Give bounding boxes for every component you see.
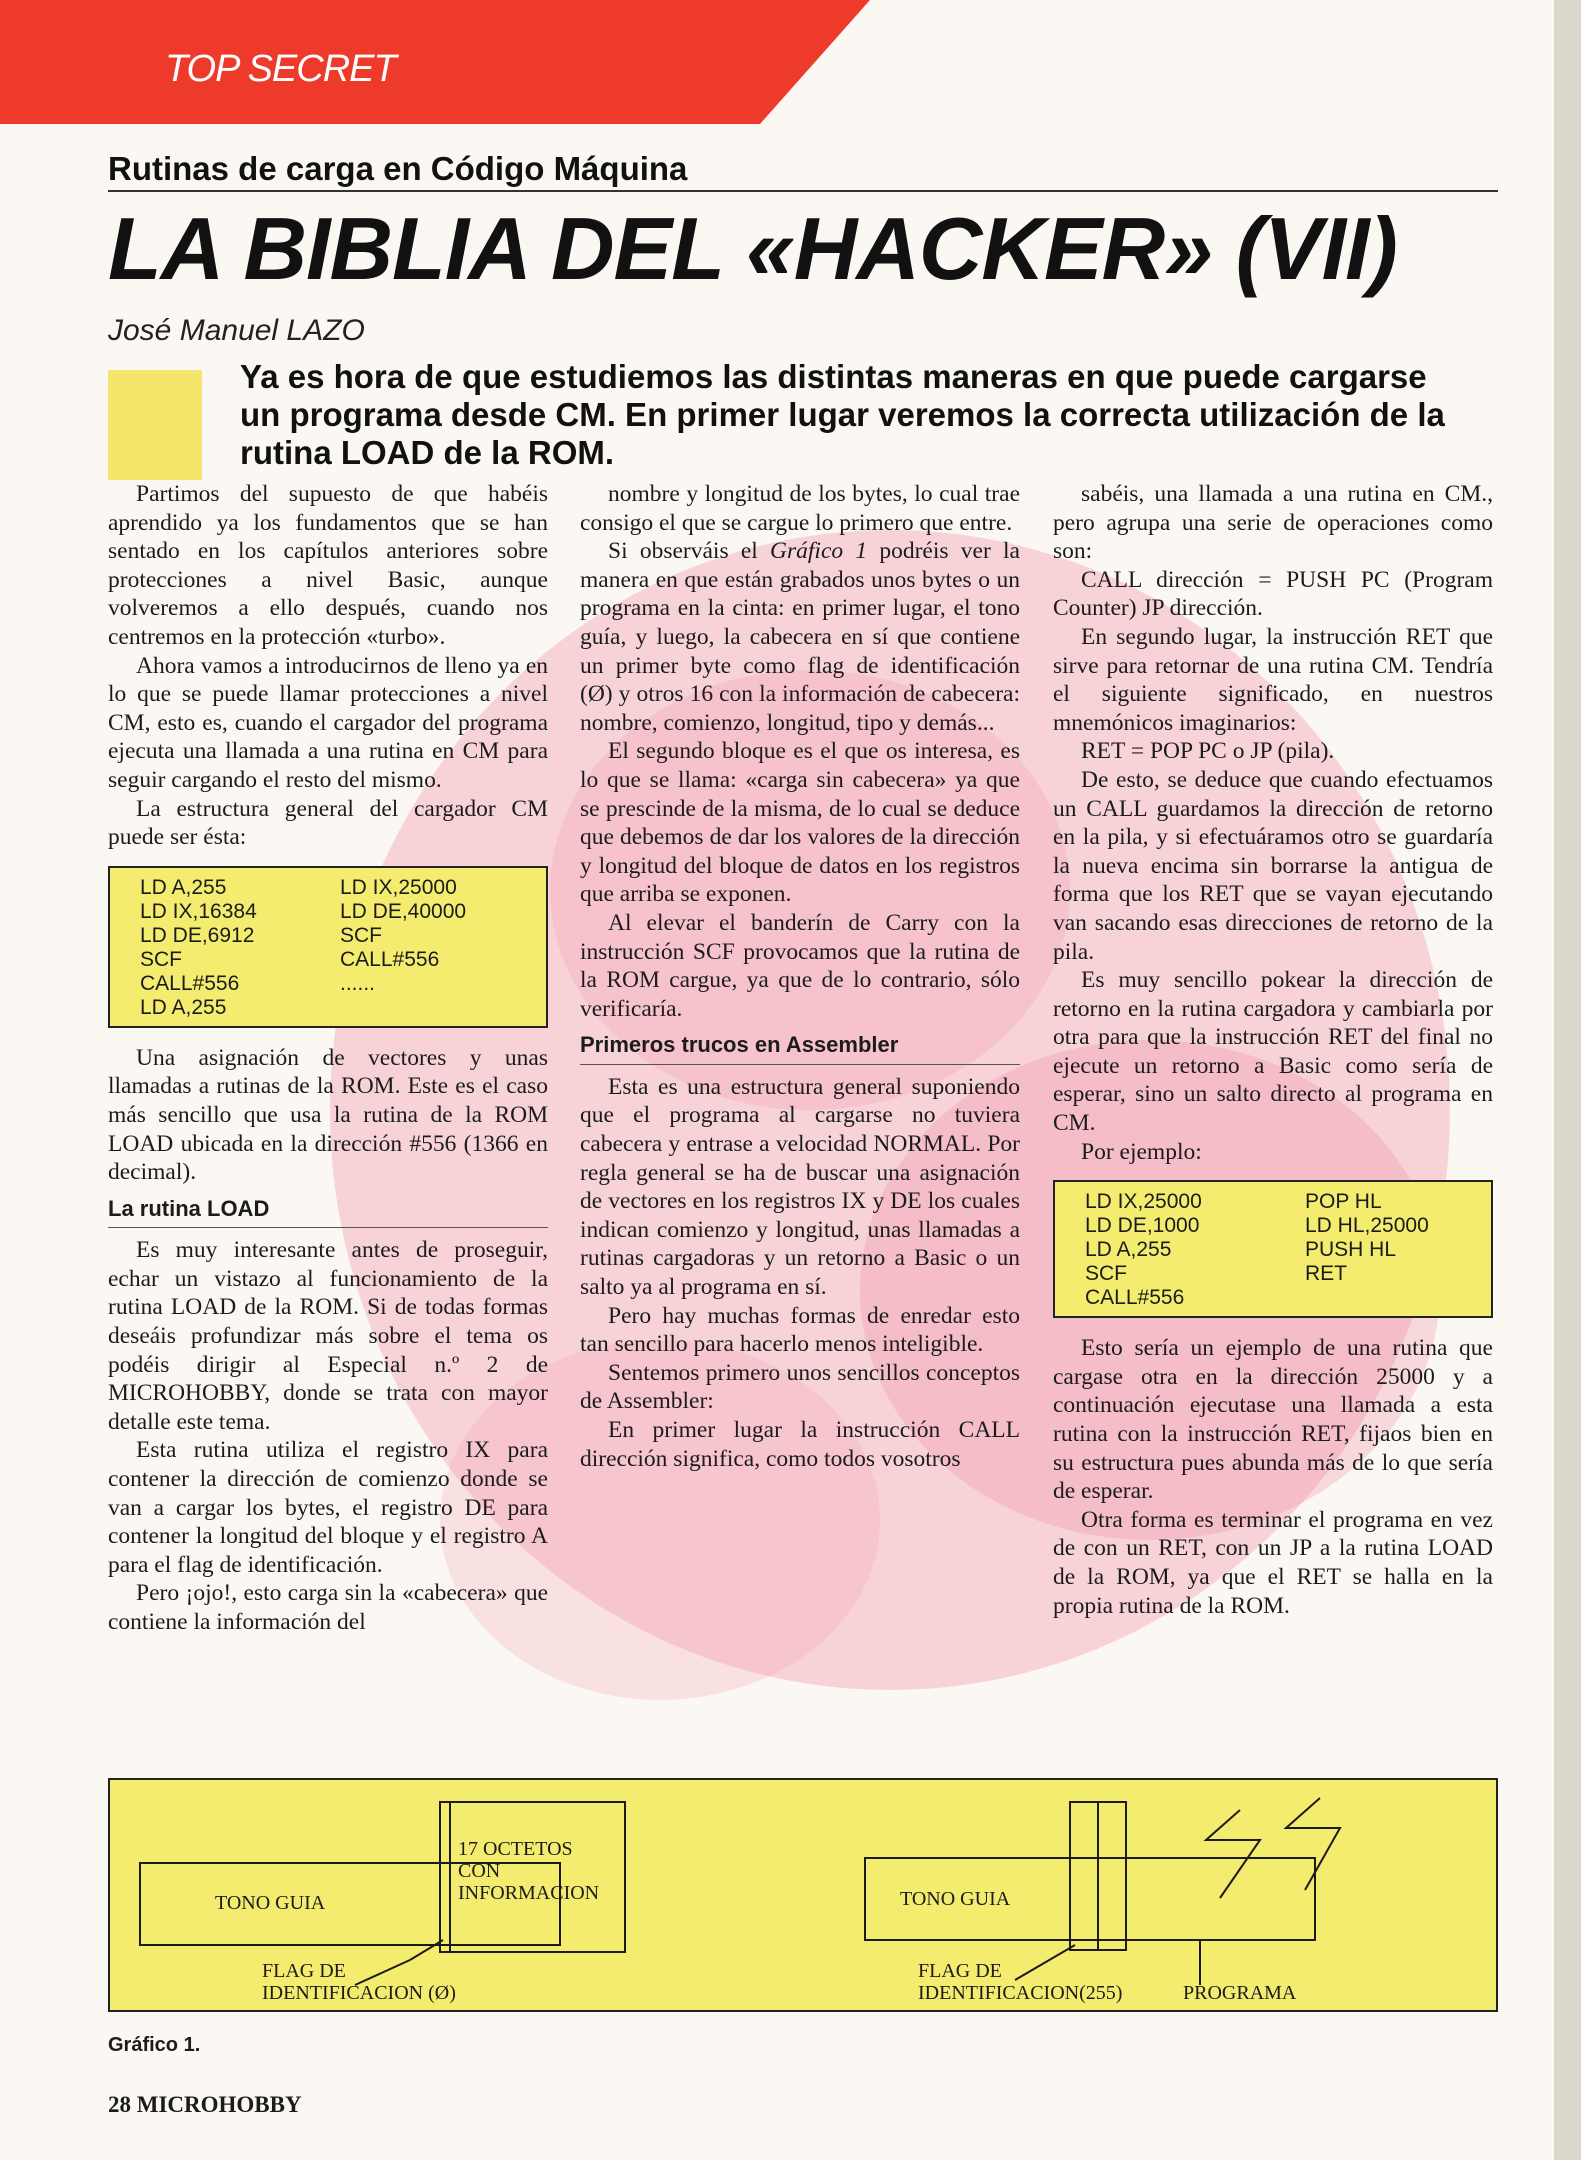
code-line: LD DE,40000 <box>340 899 467 923</box>
figure-reference: Gráfico 1 <box>770 538 868 565</box>
code-line: LD A,255 <box>1085 1238 1172 1262</box>
right-program-label: PROGRAMA <box>1183 1982 1297 2004</box>
code-line: CALL#556 <box>140 971 240 995</box>
paragraph: Ahora vamos a introducirnos de lleno ya en lo que se puede llamar protecciones a nivel CM, esto es, cuando el cargador del programa ejecuta una llamada a una rutina en CM para seguir cargando el resto del mismo. <box>108 652 548 793</box>
subheading-assembler: Primeros trucos en Assembler <box>580 1031 1020 1065</box>
text-column-3 <box>1053 480 1493 1620</box>
subheading-load: La rutina LOAD <box>108 1195 548 1229</box>
code-line: LD A,255 <box>140 875 227 899</box>
code-line: LD A,255 <box>140 995 227 1019</box>
paragraph: Pero hay muchas formas de enredar esto tan sencillo para hacerlo menos inteligible. <box>580 1302 1020 1358</box>
paragraph <box>580 537 1020 737</box>
paragraph: Esta rutina utiliza el registro IX para contener la dirección de comienzo donde se van a cargar los bytes, el registro DE para contener la longitud del bloque y el registro A para el flag de identificación. <box>108 1437 548 1578</box>
code-line: CALL#556 <box>1085 1286 1185 1310</box>
code-listing-1 <box>108 866 548 1028</box>
section-label: TOP SECRET <box>165 48 396 90</box>
paragraph: Esto sería un ejemplo de una rutina que cargase otra en la dirección 25000 y a continuación ejecutase una llamada a esta rutina con la instrucción RET, fijaos bien en su estructura pues abunda más de lo que sería de esperar. <box>1053 1335 1493 1505</box>
paragraph: De esto, se deduce que cuando efectuamos un CALL guardamos la dirección de retorno en la pila, y si efectuáramos otro se guardaría la nueva encima sin borrarse la antigua de forma que los RET que se vayan ejecutando van sacando esas direcciones de retorno de la pila. <box>1053 766 1493 965</box>
article-lead: Ya es hora de que estudiemos las distintas maneras en que puede cargarse un programa desde CM. En primer lugar veremos la correcta utilización de la rutina LOAD de la ROM. <box>240 358 1445 471</box>
text-column-2 <box>580 480 1020 1473</box>
paragraph: nombre y longitud de los bytes, lo cual trae consigo el que se cargue lo primero que entre. <box>580 481 1020 536</box>
paragraph: La estructura general del cargador CM puede ser ésta: <box>108 795 548 851</box>
code-line: POP HL <box>1305 1190 1382 1214</box>
code-line: LD DE,6912 <box>140 923 255 947</box>
left-flag-label-2: IDENTIFICACION (Ø) <box>262 1982 456 2004</box>
code-line: ...... <box>340 971 376 995</box>
paragraph-part: Si observáis el <box>608 538 771 565</box>
paragraph: Por ejemplo: <box>1081 1138 1202 1165</box>
left-flag-label-1: FLAG DE <box>262 1960 346 1982</box>
page-footer: 28 MICROHOBBY <box>108 2092 302 2117</box>
code-line: RET <box>1305 1262 1347 1286</box>
paragraph-part: podréis ver la manera en que están grabados unos bytes o un programa en la cinta: en primer lugar, el tono guía, y luego, la cabecera en sí que contiene un primer byte como flag de identificación (Ø) y otros 16 con la información de cabecera: nombre, comienzo, longitud, tipo y demás... <box>580 538 1020 736</box>
paragraph: CALL dirección = PUSH PC (Program Counter) JP dirección. <box>1053 566 1493 622</box>
article-kicker: Rutinas de carga en Código Máquina <box>108 150 688 187</box>
left-info-label-2: CON <box>458 1860 501 1882</box>
paragraph: Es muy sencillo pokear la dirección de retorno en la rutina cargadora y cambiarla por otra para que la instrucción RET del final no ejecute un retorno a Basic como sería de esperar, sino un salto directo al programa en CM. <box>1053 967 1493 1137</box>
right-tone-label: TONO GUIA <box>900 1888 1011 1910</box>
paragraph: Esta es una estructura general suponiendo que el programa al cargarse no tuviera cabecera y entrase a velocidad NORMAL. Por regla general se ha de buscar una asignación de vectores en los registros IX y DE los cuales indican comienzo y longitud, unas llamadas a rutinas cargadoras y un retorno a Basic o un salto ya al programa en sí. <box>580 1073 1020 1301</box>
left-info-label-1: 17 OCTETOS <box>458 1838 573 1860</box>
paragraph: El segundo bloque es el que os interesa, es lo que se llama: «carga sin cabecera» ya que se prescinde de la misma, de lo cual se deduce que debemos de dar los valores de la dirección y longitud del bloque de datos en los registros que arriba se exponen. <box>580 738 1020 908</box>
paragraph: Otra forma es terminar el programa en vez de con un RET, con un JP a la rutina LOAD de la ROM, ya que el RET se halla en la propia rutina de la ROM. <box>1053 1506 1493 1619</box>
right-flag-label-2: IDENTIFICACION(255) <box>918 1982 1123 2004</box>
lead-accent-block <box>108 370 202 480</box>
code-line: SCF <box>1085 1262 1127 1286</box>
figure-caption: Gráfico 1. <box>108 2034 201 2056</box>
paragraph: Pero ¡ojo!, esto carga sin la «cabecera» que contiene la información del <box>108 1580 548 1635</box>
code-line: CALL#556 <box>340 947 440 971</box>
code-line: LD IX,25000 <box>340 875 457 899</box>
article-headline: LA BIBLIA DEL «HACKER» (VII) <box>108 199 1397 298</box>
code-line: PUSH HL <box>1305 1238 1397 1262</box>
code-line: LD DE,1000 <box>1085 1214 1200 1238</box>
paragraph: sabéis, una llamada a una rutina en CM., pero agrupa una serie de operaciones como son: <box>1053 481 1493 565</box>
tape-format-diagram <box>108 1778 1498 2012</box>
paragraph: Es muy interesante antes de proseguir, echar un vistazo al funcionamiento de la rutina LOAD de la ROM. Si de todas formas deseáis profundizar más sobre el tema os podéis dirigir al Especial n.º 2 de MICROHOBBY, donde se trata con mayor detalle este tema. <box>108 1237 548 1435</box>
section-banner <box>0 0 870 124</box>
paragraph: Una asignación de vectores y unas llamadas a rutinas de la ROM. Este es el caso más sencillo que usa la rutina de la ROM LOAD ubicada en la dirección #556 (1366 en decimal). <box>108 1044 548 1186</box>
paragraph: Partimos del supuesto de que habéis aprendido ya los fundamentos que se han sentado en los capítulos anteriores sobre protecciones a nivel Basic, aunque volveremos a ello después, cuando nos centremos en la protección «turbo». <box>108 481 548 650</box>
article-byline: José Manuel LAZO <box>108 314 365 347</box>
code-line: LD HL,25000 <box>1305 1214 1429 1238</box>
left-tone-label: TONO GUIA <box>215 1892 326 1914</box>
right-flag-label-1: FLAG DE <box>918 1960 1002 1982</box>
paragraph: En primer lugar la instrucción CALL dirección significa, como todos vosotros <box>580 1417 1020 1472</box>
code-line: SCF <box>140 947 182 971</box>
left-info-label-3: INFORMACION <box>458 1882 600 1904</box>
code-line: LD IX,25000 <box>1085 1190 1202 1214</box>
paragraph: RET = POP PC o JP (pila). <box>1081 738 1335 765</box>
paragraph: Al elevar el banderín de Carry con la instrucción SCF provocamos que la rutina de la ROM cargue, ya que de lo contrario, sólo verificaría. <box>580 909 1020 1022</box>
paper-edge <box>1554 0 1581 2160</box>
paragraph: En segundo lugar, la instrucción RET que sirve para retornar de una rutina CM. Tendría el siguiente significado, en nuestros mnemónicos imaginarios: <box>1053 623 1493 736</box>
kicker-divider <box>108 190 1498 192</box>
code-listing-2 <box>1053 1180 1493 1318</box>
paragraph: Sentemos primero unos sencillos conceptos de Assembler: <box>580 1359 1020 1415</box>
text-column-1 <box>108 480 548 1637</box>
code-line: SCF <box>340 923 382 947</box>
code-line: LD IX,16384 <box>140 899 257 923</box>
